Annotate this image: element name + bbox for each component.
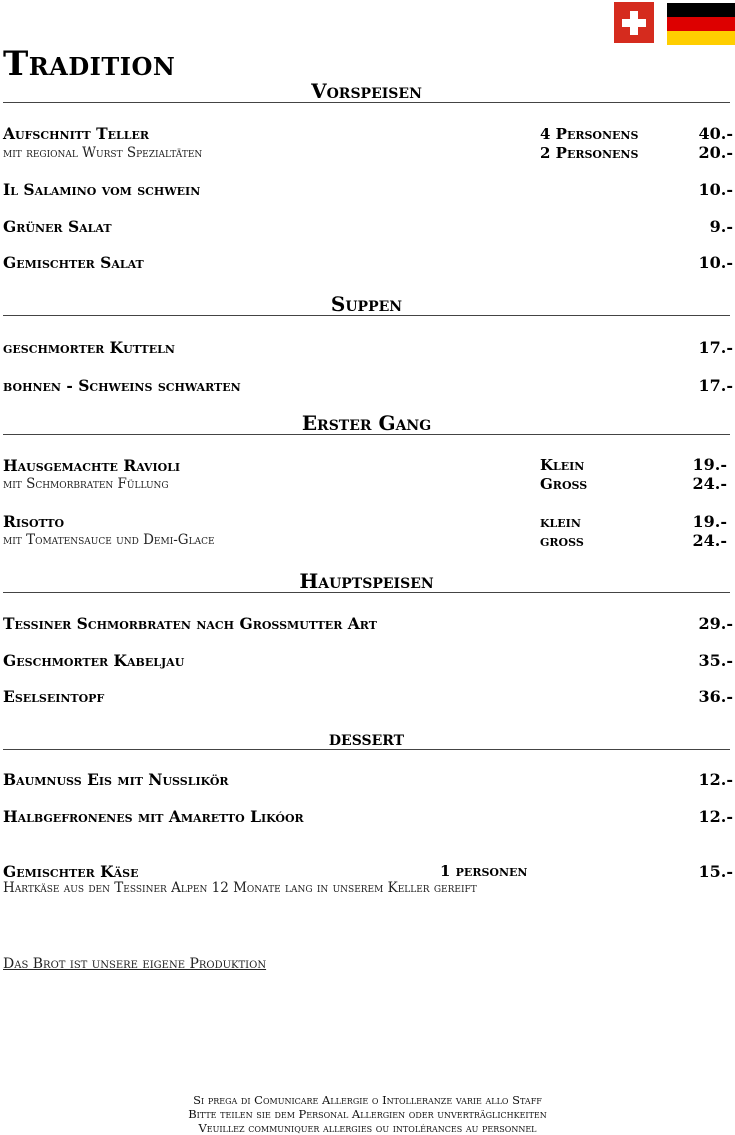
price: 12.- — [698, 807, 733, 826]
section-heading: dessert — [328, 726, 405, 750]
price: 19.- — [692, 455, 727, 474]
menu-item-description: mit Tomatensauce und Demi-Glace — [3, 532, 215, 548]
menu-item-description: Hartkäse aus den Tessiner Alpen 12 Monate lang in unserem Keller gereift — [3, 880, 477, 896]
section-suppen — [3, 293, 730, 316]
section-heading: Vorspeisen — [311, 79, 422, 103]
portion-label: Gross — [540, 475, 588, 493]
section-dessert — [3, 727, 730, 750]
price: 29.- — [698, 614, 733, 633]
menu-item-aufschnitt: Aufschnitt Teller — [3, 124, 150, 143]
section-vorspeisen — [3, 80, 730, 103]
price: 24.- — [692, 474, 727, 493]
page-title: Tradition — [3, 44, 176, 84]
section-heading: Suppen — [330, 292, 403, 316]
german-flag-stripe-red — [667, 17, 735, 31]
menu-item-gruener-salat: Grüner Salat — [3, 217, 112, 236]
swiss-flag-icon[interactable] — [614, 2, 654, 43]
portion-label: 4 Personens — [540, 125, 639, 143]
section-heading: Hauptspeisen — [299, 569, 434, 593]
menu-item-halbgefrorenes: Halbgefronenes mit Amaretto Likóor — [3, 807, 304, 826]
price: 10.- — [698, 253, 733, 272]
price: 19.- — [692, 512, 727, 531]
german-flag-stripe-black — [667, 3, 735, 17]
section-erster-gang — [3, 412, 730, 435]
menu-item-description: mit regional Wurst Spezialtäten — [3, 145, 203, 161]
price: 36.- — [698, 687, 733, 706]
portion-label: gross — [540, 532, 584, 550]
price: 24.- — [692, 531, 727, 550]
allergy-notice-it: Si prega di Comunicare Allergie o Intolleranze varie allo Staff — [193, 1093, 542, 1107]
german-flag-icon[interactable] — [667, 3, 735, 45]
menu-item-salamino: Il Salamino vom schwein — [3, 180, 201, 199]
german-flag-stripe-gold — [667, 31, 735, 45]
portion-label: klein — [540, 513, 581, 531]
menu-item-gemischter-salat: Gemischter Salat — [3, 253, 144, 272]
price: 40.- — [698, 124, 733, 143]
section-heading: Erster Gang — [301, 411, 432, 435]
menu-item-schmorbraten: Tessiner Schmorbraten nach Grossmutter Art — [3, 614, 377, 633]
menu-item-description: mit Schmorbraten Füllung — [3, 476, 169, 492]
allergy-notice-de: Bitte teilen sie dem Personal Allergien oder unverträglichkeiten — [188, 1107, 547, 1121]
price: 17.- — [698, 376, 733, 395]
menu-item-kabeljau: Geschmorter Kabeljau — [3, 651, 185, 670]
allergy-notice-fr: Veuillez communiquer allergies ou intolérances au personnel — [198, 1121, 537, 1135]
menu-item-eselseintopf: Eselseintopf — [3, 687, 105, 706]
menu-item-baumnuss-eis: Baumnuss Eis mit Nusslikör — [3, 770, 229, 789]
bread-note: Das Brot ist unsere eigene Produktion — [3, 956, 267, 972]
price: 35.- — [698, 651, 733, 670]
portion-label: Klein — [540, 456, 585, 474]
price: 20.- — [698, 143, 733, 162]
menu-item-bohnen: bohnen - Schweins schwarten — [3, 376, 241, 395]
section-hauptspeisen — [3, 570, 730, 593]
menu-item-risotto: Risotto — [3, 512, 65, 531]
price: 10.- — [698, 180, 733, 199]
portion-label: 1 personen — [440, 862, 528, 880]
price: 12.- — [698, 770, 733, 789]
price: 9.- — [709, 217, 733, 236]
portion-label: 2 Personens — [540, 144, 639, 162]
menu-item-kutteln: geschmorter Kutteln — [3, 338, 175, 357]
price: 15.- — [698, 862, 733, 881]
menu-item-ravioli: Hausgemachte Ravioli — [3, 456, 181, 475]
swiss-cross-vertical — [630, 11, 638, 35]
menu-item-gemischter-kaese: Gemischter Käse — [3, 862, 139, 881]
price: 17.- — [698, 338, 733, 357]
